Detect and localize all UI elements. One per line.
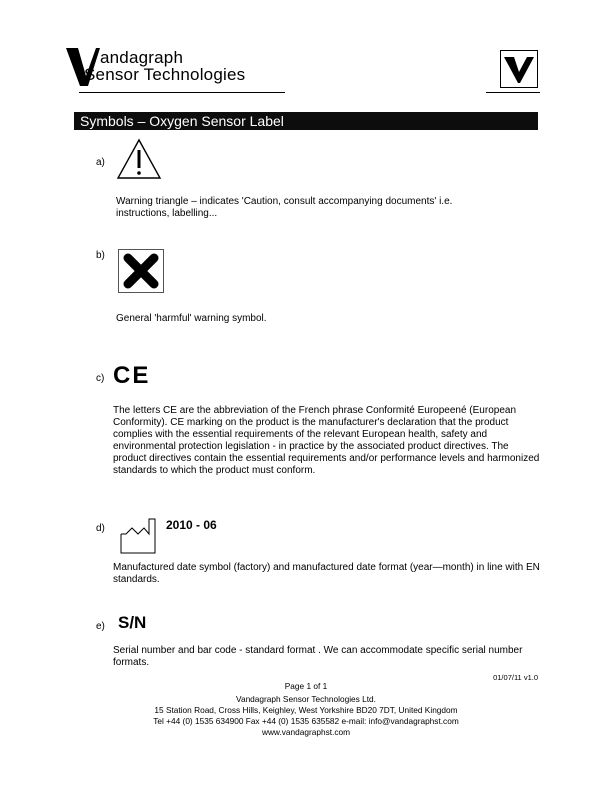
item-e-label: e)	[96, 621, 105, 632]
footer-contact: Tel +44 (0) 1535 634900 Fax +44 (0) 1535 635582 e-mail: info@vandagraphst.com	[153, 716, 459, 726]
item-b-description: General 'harmful' warning symbol.	[116, 313, 267, 324]
item-c-label: c)	[96, 373, 105, 384]
manufacture-date-value: 2010 - 06	[166, 518, 217, 532]
item-b-label: b)	[96, 250, 105, 261]
item-a-label: a)	[96, 157, 105, 168]
svg-text:S: S	[527, 58, 532, 64]
badge-divider	[486, 92, 540, 93]
harmful-cross-icon	[118, 249, 164, 298]
item-e-description: Serial number and bar code - standard format . We can accommodate specific serial number formats.	[113, 645, 523, 668]
footer-website[interactable]: www.vandagraphst.com	[261, 727, 351, 737]
item-d-label: d)	[96, 523, 105, 534]
logo-line1: andagraph	[100, 48, 184, 67]
warning-triangle-icon	[116, 138, 162, 185]
company-logo	[66, 50, 296, 90]
page-number: Page 1 of 1	[284, 681, 328, 691]
item-c-description: The letters CE are the abbreviation of the French phrase Conformité Europeené (European Conformity). CE marking on the product is the manufacturer's declaration that the product complies with the essential requirements of the relevant European health, safety and environmental protection legislation - in practice by the associated product directives. The product directives contain the essential requirements and/or performance levels and harmonized standards to which the product must conform.	[113, 405, 540, 476]
footer-address: 15 Station Road, Cross Hills, Keighley, West Yorkshire BD20 7DT, United Kingdom	[154, 705, 458, 715]
ce-mark-icon: CE	[113, 362, 151, 389]
manufacture-date-factory-icon	[120, 518, 156, 559]
section-title: Symbols – Oxygen Sensor Label	[74, 112, 538, 130]
item-a-description: Warning triangle – indicates 'Caution, consult accompanying documents' i.e. instructions, labelling...	[116, 196, 453, 219]
document-version: 01/07/11 v1.0	[493, 673, 538, 682]
vandagraph-v-badge-icon	[500, 50, 538, 88]
logo-line2: Sensor Technologies	[84, 65, 246, 84]
serial-number-symbol: S/N	[118, 613, 147, 632]
footer-company: Vandagraph Sensor Technologies Ltd.	[236, 694, 376, 704]
header-divider	[79, 92, 285, 93]
item-d-description: Manufactured date symbol (factory) and manufactured date format (year—month) in line with EN standards.	[113, 562, 540, 585]
